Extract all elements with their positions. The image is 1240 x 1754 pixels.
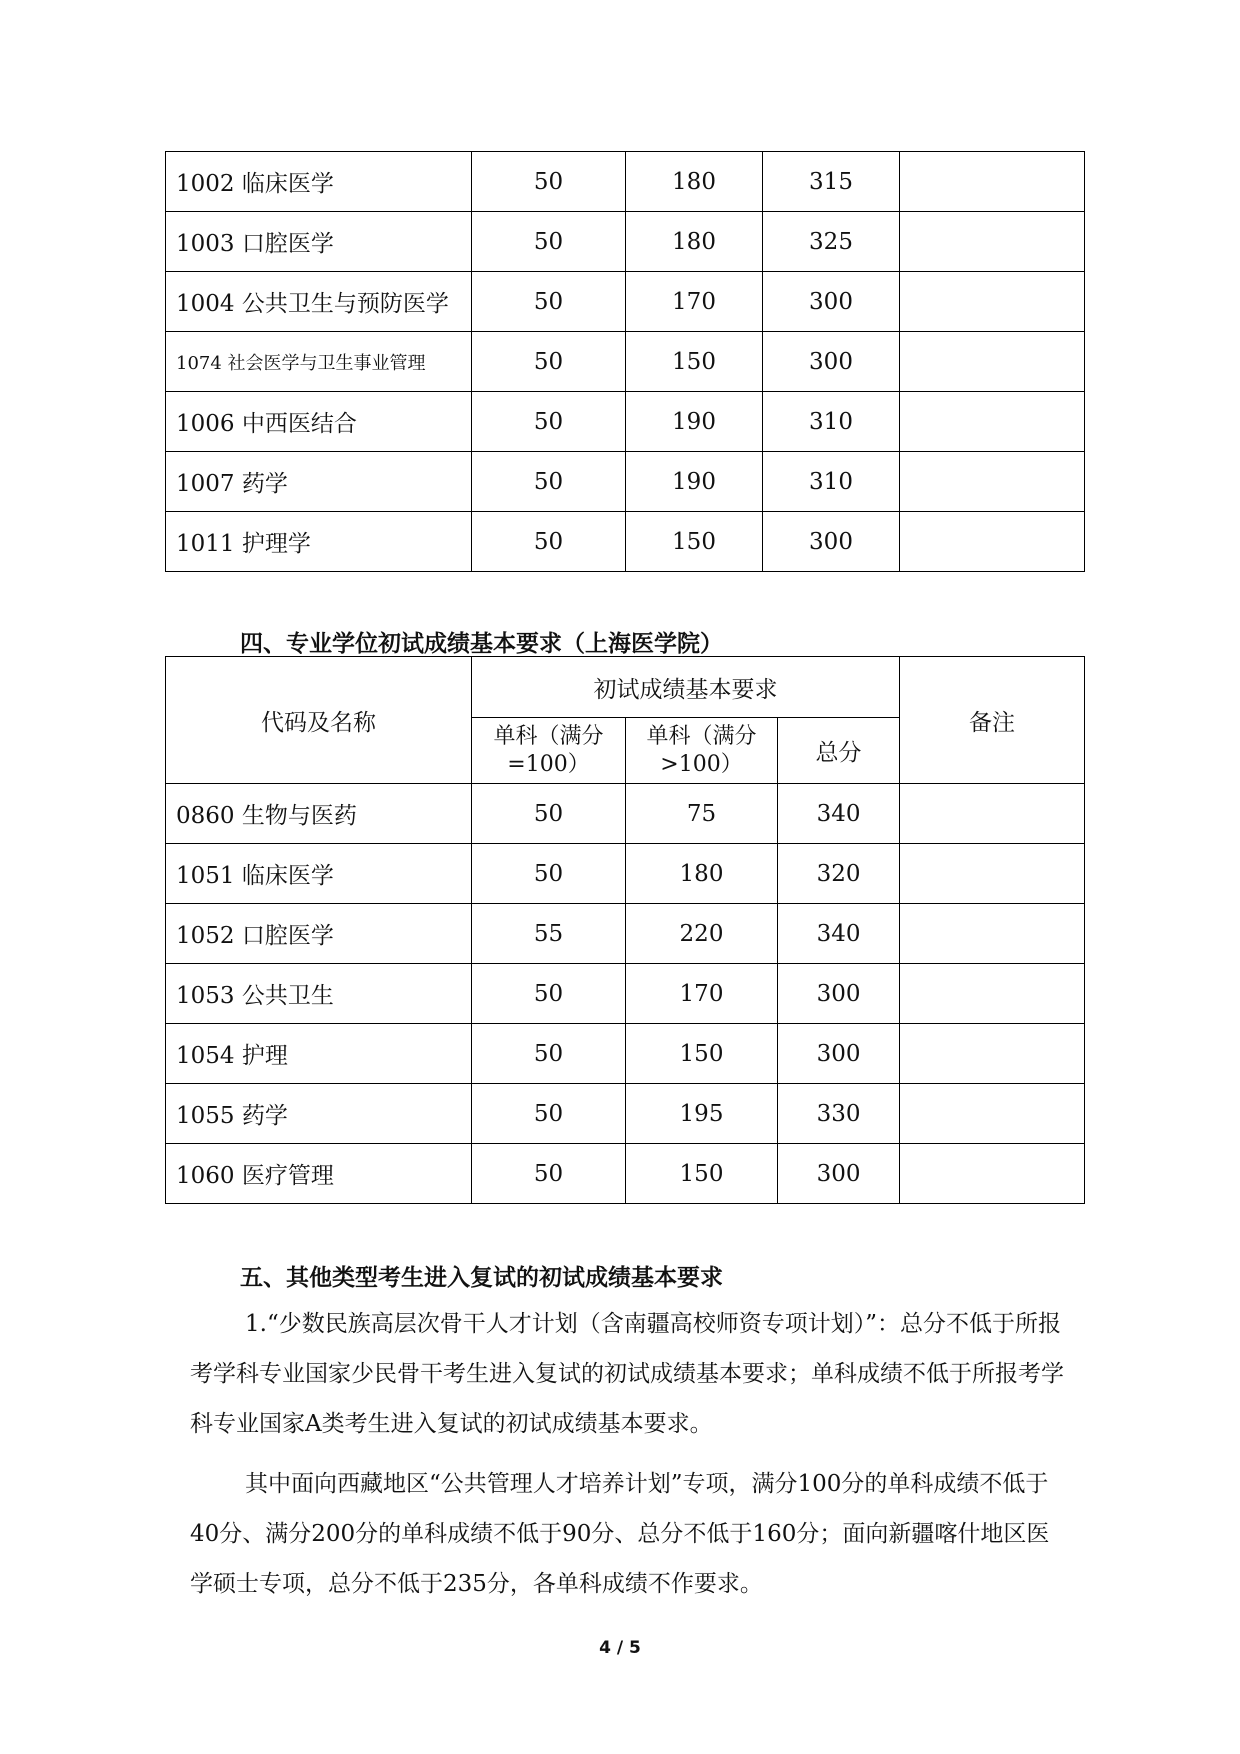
table-row (166, 844, 1085, 904)
table-row (166, 784, 1085, 844)
row-total: 310 (763, 452, 900, 512)
row-single-over-100: 190 (626, 452, 763, 512)
row-single-over-100: 180 (626, 152, 763, 212)
row-total: 315 (763, 152, 900, 212)
row-single-over-100: 75 (626, 784, 778, 844)
header-total: 总分 (778, 718, 900, 784)
table-row (166, 512, 1085, 572)
row-total: 340 (778, 784, 900, 844)
row-code-name: 1060 医疗管理 (166, 1144, 472, 1204)
header-code-name: 代码及名称 (166, 657, 472, 784)
row-note (900, 964, 1085, 1024)
table-row (166, 272, 1085, 332)
row-note (900, 1144, 1085, 1204)
row-code-name: 1007 药学 (166, 452, 472, 512)
row-code-name: 1002 临床医学 (166, 152, 472, 212)
row-total: 300 (763, 512, 900, 572)
row-code-name: 1055 药学 (166, 1084, 472, 1144)
row-single-100: 50 (472, 392, 626, 452)
row-single-100: 50 (472, 212, 626, 272)
academic-degree-table-continued (165, 151, 1085, 572)
row-note (900, 212, 1085, 272)
row-note (900, 1024, 1085, 1084)
row-code-name: 1051 临床医学 (166, 844, 472, 904)
row-code-name: 0860 生物与医药 (166, 784, 472, 844)
table-row (166, 1084, 1085, 1144)
row-total: 300 (763, 332, 900, 392)
row-single-100: 50 (472, 512, 626, 572)
table-row (166, 904, 1085, 964)
row-total: 300 (778, 1144, 900, 1204)
row-code-name: 1006 中西医结合 (166, 392, 472, 452)
row-single-100: 50 (472, 784, 626, 844)
row-single-over-100: 150 (626, 1024, 778, 1084)
row-single-over-100: 190 (626, 392, 763, 452)
row-code-name: 1004 公共卫生与预防医学 (166, 272, 472, 332)
table-row (166, 1024, 1085, 1084)
section-4-heading: 四、专业学位初试成绩基本要求（上海医学院） (240, 631, 723, 657)
header-single-over-100: 单科（满分>100） (626, 718, 778, 784)
professional-degree-table (165, 656, 1085, 1204)
table-row (166, 964, 1085, 1024)
table-row (166, 392, 1085, 452)
row-single-over-100: 150 (626, 512, 763, 572)
row-single-over-100: 170 (626, 964, 778, 1024)
row-note (900, 904, 1085, 964)
row-single-100: 50 (472, 964, 626, 1024)
row-code-name: 1052 口腔医学 (166, 904, 472, 964)
row-code-name: 1053 公共卫生 (166, 964, 472, 1024)
header-row (166, 657, 1085, 718)
header-note: 备注 (900, 657, 1085, 784)
row-single-over-100: 150 (626, 332, 763, 392)
row-note (900, 332, 1085, 392)
row-single-100: 50 (472, 1084, 626, 1144)
row-single-100: 50 (472, 272, 626, 332)
row-note (900, 784, 1085, 844)
section-5-heading: 五、其他类型考生进入复试的初试成绩基本要求 (240, 1265, 723, 1291)
header-group: 初试成绩基本要求 (472, 657, 900, 718)
table-row (166, 152, 1085, 212)
row-single-100: 50 (472, 844, 626, 904)
row-note (900, 452, 1085, 512)
row-note (900, 512, 1085, 572)
row-code-name: 1003 口腔医学 (166, 212, 472, 272)
page-number: 4 / 5 (599, 1638, 641, 1658)
table-row (166, 452, 1085, 512)
row-single-100: 50 (472, 1024, 626, 1084)
row-total: 300 (763, 272, 900, 332)
row-single-over-100: 170 (626, 272, 763, 332)
row-single-over-100: 195 (626, 1084, 778, 1144)
row-total: 300 (778, 1024, 900, 1084)
row-single-over-100: 150 (626, 1144, 778, 1204)
row-single-100: 50 (472, 1144, 626, 1204)
table-row (166, 212, 1085, 272)
paragraph-tibet-xinjiang: 其中面向西藏地区“公共管理人才培养计划”专项，满分100分的单科成绩不低于40分、满分200分的单科成绩不低于90分、总分不低于160分；面向新疆喀什地区医学硕士专项，总分不低于235分，各单科成绩不作要求。 (190, 1471, 1050, 1597)
row-single-100: 50 (472, 332, 626, 392)
row-note (900, 392, 1085, 452)
table-row (166, 1144, 1085, 1204)
row-code-name: 1074 社会医学与卫生事业管理 (166, 332, 472, 392)
row-note (900, 844, 1085, 904)
row-single-over-100: 180 (626, 212, 763, 272)
row-single-over-100: 180 (626, 844, 778, 904)
row-single-100: 50 (472, 452, 626, 512)
row-total: 325 (763, 212, 900, 272)
row-note (900, 1084, 1085, 1144)
row-total: 340 (778, 904, 900, 964)
row-note (900, 272, 1085, 332)
row-total: 320 (778, 844, 900, 904)
section-5-body (190, 1299, 1070, 1609)
header-single-100: 单科（满分=100） (472, 718, 626, 784)
row-total: 300 (778, 964, 900, 1024)
row-single-100: 55 (472, 904, 626, 964)
row-code-name: 1011 护理学 (166, 512, 472, 572)
row-code-name: 1054 护理 (166, 1024, 472, 1084)
row-note (900, 152, 1085, 212)
table-row (166, 332, 1085, 392)
paragraph-minority-plan: 1.“少数民族高层次骨干人才计划（含南疆高校师资专项计划）”：总分不低于所报考学科专业国家少民骨干考生进入复试的初试成绩基本要求；单科成绩不低于所报考学科专业国家A类考生进入复试的初试成绩基本要求。 (190, 1311, 1064, 1437)
row-total: 310 (763, 392, 900, 452)
row-single-over-100: 220 (626, 904, 778, 964)
row-single-100: 50 (472, 152, 626, 212)
row-total: 330 (778, 1084, 900, 1144)
